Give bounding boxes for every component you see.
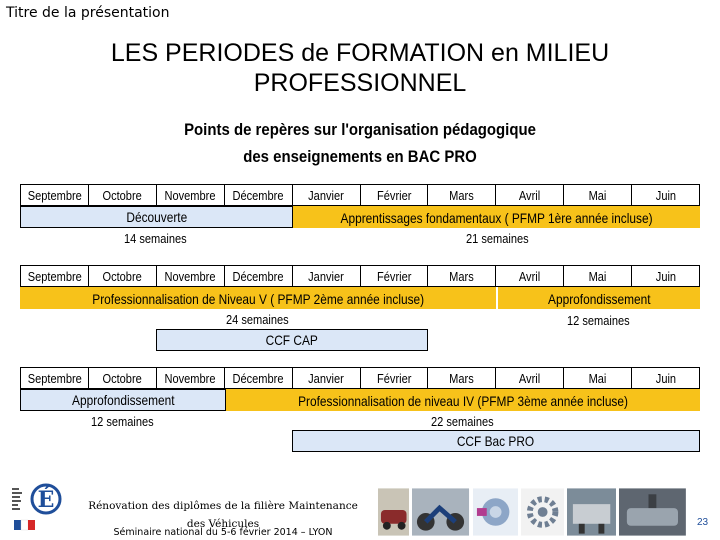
- footer-line1: Rénovation des diplômes de la filière Maintenance: [88, 500, 358, 512]
- month-cell: Janvier: [293, 368, 361, 389]
- month-cell: Octobre: [89, 266, 157, 287]
- subtitle-line2: des enseignements en BAC PRO: [243, 147, 477, 166]
- month-cell: Juin: [632, 185, 700, 206]
- month-cell: Juin: [632, 266, 700, 287]
- ministry-logo-icon: [10, 478, 68, 534]
- month-cell: Décembre: [225, 368, 293, 389]
- month-cell: Mars: [428, 266, 496, 287]
- month-cell: Mars: [428, 368, 496, 389]
- month-cell: Décembre: [225, 185, 293, 206]
- car-photo-icon: [378, 488, 409, 536]
- months-row-year3: [20, 367, 700, 389]
- duration-label: 22 semaines: [431, 414, 494, 429]
- month-cell: Février: [361, 266, 429, 287]
- period-bar-approfondissement: Approfondissement: [498, 287, 700, 309]
- workshop-photo-icon: [567, 488, 616, 536]
- exam-bar-ccf-cap: CCF CAP: [156, 329, 428, 351]
- month-cell: Mai: [564, 368, 632, 389]
- svg-text:É: É: [37, 487, 55, 513]
- page-number: 23: [697, 517, 709, 528]
- gear-part-icon: [521, 488, 564, 536]
- months-row-year2: [20, 265, 700, 287]
- slide-title-line2: PROFESSIONNEL: [253, 69, 467, 97]
- slide-title-line1: LES PERIODES de FORMATION en MILIEU: [110, 39, 610, 67]
- month-cell: Mai: [564, 266, 632, 287]
- duration-label: 21 semaines: [466, 231, 529, 246]
- month-cell: Décembre: [225, 266, 293, 287]
- exam-bar-ccf-bac-pro: CCF Bac PRO: [292, 430, 700, 452]
- month-cell: Octobre: [89, 185, 157, 206]
- motorcycle-photo-icon: [412, 488, 469, 536]
- month-cell: Avril: [496, 185, 564, 206]
- month-cell: Février: [361, 368, 429, 389]
- period-bar-professionnalisation-iv: Professionnalisation de niveau IV (PFMP 3ème année incluse): [226, 389, 700, 411]
- month-cell: Février: [361, 185, 429, 206]
- month-cell: Avril: [496, 266, 564, 287]
- duration-label: 12 semaines: [567, 313, 630, 328]
- period-bar-professionnalisation-v: Professionnalisation de Niveau V ( PFMP 2ème année incluse): [20, 287, 496, 309]
- duration-label: 12 semaines: [91, 414, 154, 429]
- photo-strip: [378, 488, 686, 536]
- month-cell: Septembre: [21, 266, 89, 287]
- subtitle-line1: Points de repères sur l'organisation pédagogique: [184, 120, 536, 139]
- period-bar-apprentissages: Apprentissages fondamentaux ( PFMP 1ère année incluse): [293, 206, 700, 228]
- garage-photo-icon: [619, 488, 686, 536]
- duration-label: 24 semaines: [226, 312, 289, 327]
- month-cell: Octobre: [89, 368, 157, 389]
- month-cell: Septembre: [21, 368, 89, 389]
- engine-diagram-icon: [473, 488, 518, 536]
- month-cell: Novembre: [157, 185, 225, 206]
- footer-seminar: Séminaire national du 5-6 février 2014 – LYON: [113, 527, 333, 538]
- footer-line2: des Véhicules: [186, 518, 260, 530]
- month-cell: Septembre: [21, 185, 89, 206]
- month-cell: Juin: [632, 368, 700, 389]
- month-cell: Janvier: [293, 266, 361, 287]
- period-bar-approfondissement-year3: Approfondissement: [20, 389, 226, 411]
- month-cell: Janvier: [293, 185, 361, 206]
- month-cell: Novembre: [157, 368, 225, 389]
- slide-subtitle: [131, 116, 589, 170]
- month-cell: Avril: [496, 368, 564, 389]
- period-bar-decouverte: Découverte: [20, 206, 293, 228]
- month-cell: Mai: [564, 185, 632, 206]
- duration-label: 14 semaines: [124, 231, 187, 246]
- presentation-label: Titre de la présentation: [6, 5, 170, 21]
- month-cell: Mars: [428, 185, 496, 206]
- months-row-year1: [20, 184, 700, 206]
- month-cell: Novembre: [157, 266, 225, 287]
- slide-title: [40, 38, 680, 98]
